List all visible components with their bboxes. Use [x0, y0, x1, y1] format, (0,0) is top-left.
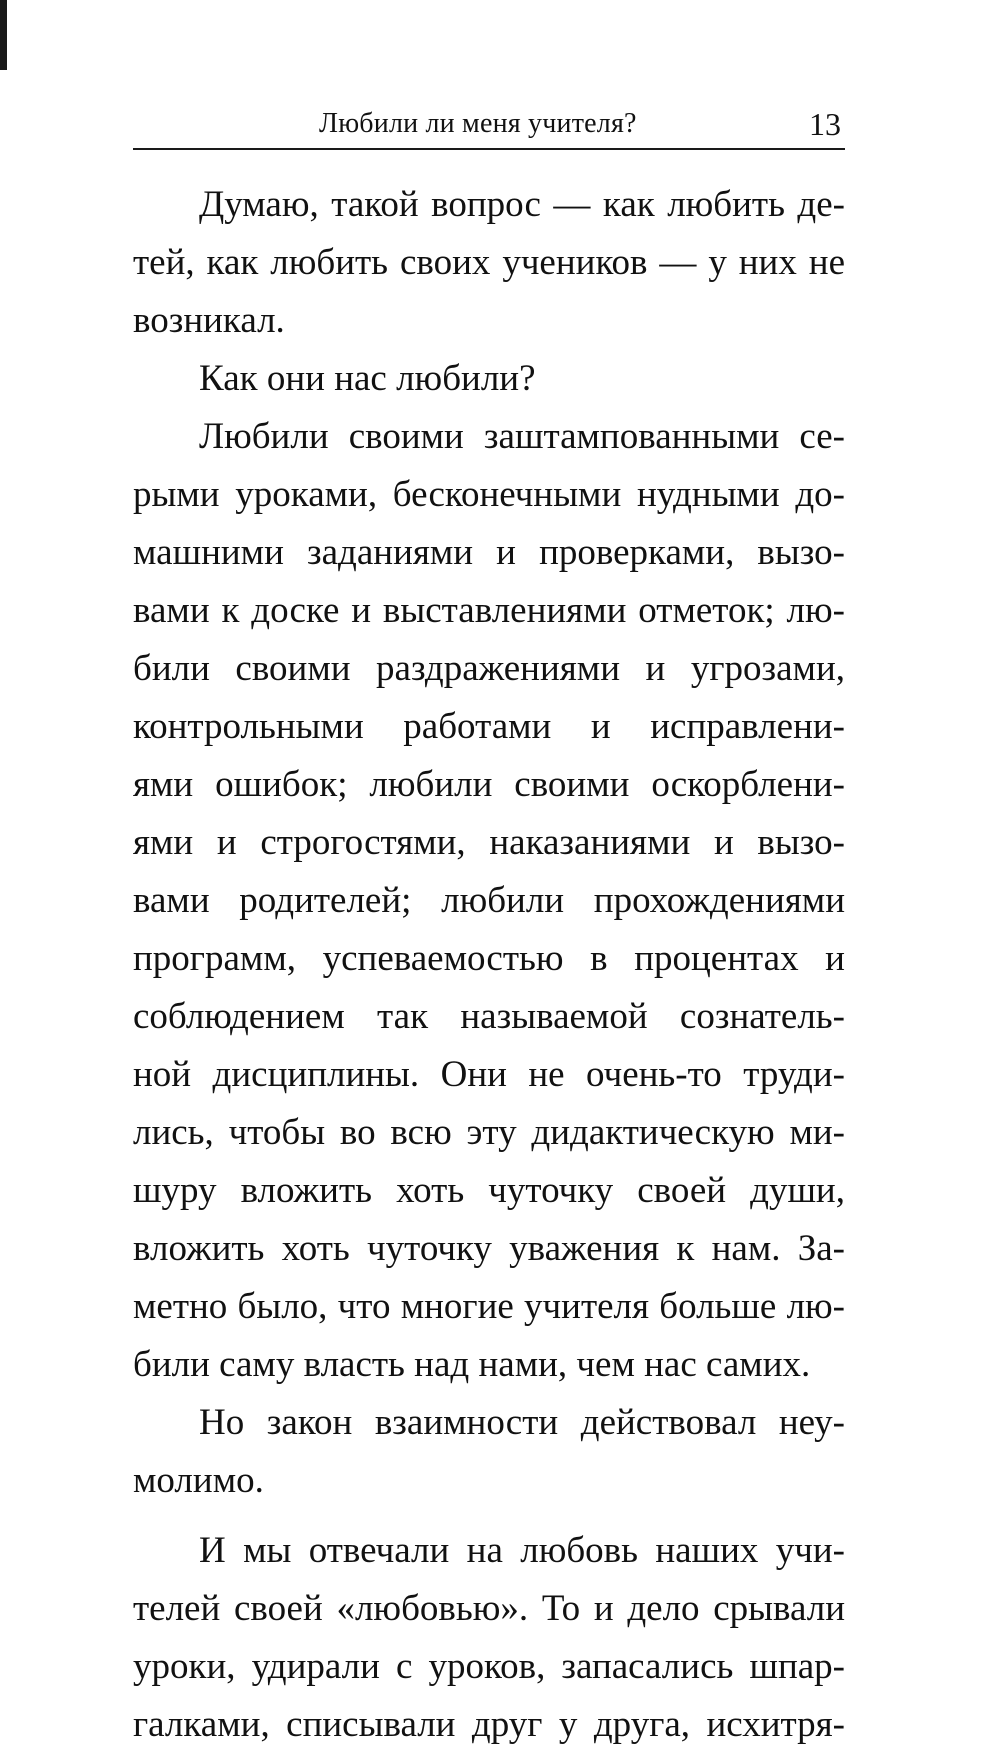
- text-line: вами к доске и выставлениями отметок; лю-: [133, 590, 845, 631]
- text-line: метно было, что многие учителя больше лю-: [133, 1286, 845, 1327]
- text-line: тей, как любить своих учеников — у них не: [133, 242, 845, 283]
- text-line: рыми уроками, бесконечными нудными до-: [133, 474, 845, 515]
- text-line: телей своей «любовью». То и дело срывали: [133, 1588, 845, 1629]
- text-line: шуру вложить хоть чуточку своей души,: [133, 1170, 845, 1211]
- text-line: били своими раздражениями и угрозами,: [133, 648, 845, 689]
- text-line: лись, чтобы во всю эту дидактическую ми-: [133, 1112, 845, 1153]
- text-line: ями и строгостями, наказаниями и вызо-: [133, 822, 845, 863]
- text-line: контрольными работами и исправлени-: [133, 706, 845, 747]
- text-line: И мы отвечали на любовь наших учи-: [199, 1530, 845, 1571]
- text-line: Но закон взаимности действовал неу-: [199, 1402, 845, 1443]
- text-line: соблюдением так называемой сознатель-: [133, 996, 845, 1037]
- page-number: 13: [809, 106, 841, 142]
- text-line: Думаю, такой вопрос — как любить де-: [199, 184, 845, 225]
- text-line: вложить хоть чуточку уважения к нам. За-: [133, 1228, 845, 1269]
- body-text: [133, 176, 845, 1754]
- running-header: [133, 104, 845, 150]
- text-line: били саму власть над нами, чем нас самих.: [133, 1344, 811, 1385]
- text-line: молимо.: [133, 1460, 264, 1501]
- running-title: Любили ли меня учителя?: [319, 108, 637, 139]
- text-line: уроки, удирали с уроков, запасались шпар-: [133, 1646, 845, 1687]
- text-line: Как они нас любили?: [199, 358, 536, 399]
- text-line: машними заданиями и проверками, вызо-: [133, 532, 845, 573]
- text-line: программ, успеваемостью в процентах и: [133, 938, 845, 979]
- text-line: ями ошибок; любили своими оскорблени-: [133, 764, 845, 805]
- text-line: галками, списывали друг у друга, исхитря-: [133, 1704, 845, 1745]
- text-line: ной дисциплины. Они не очень-то труди-: [133, 1054, 845, 1095]
- text-line: возникал.: [133, 300, 285, 341]
- text-line: вами родителей; любили прохождениями: [133, 880, 845, 921]
- text-line: Любили своими заштампованными се-: [199, 416, 845, 457]
- page-edge-shadow: [0, 0, 7, 70]
